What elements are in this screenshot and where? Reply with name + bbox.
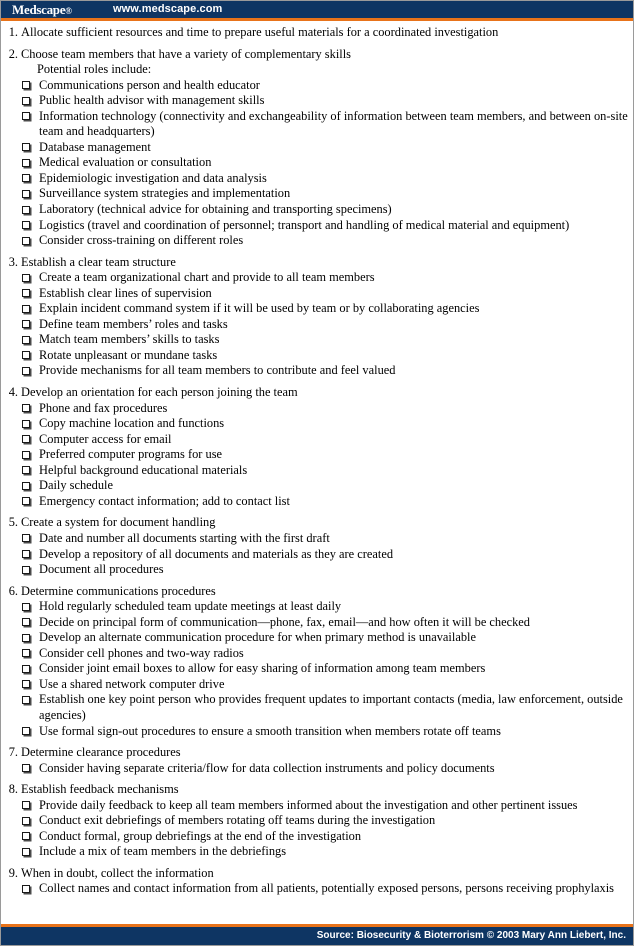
checkbox-icon <box>22 351 30 359</box>
checklist-item <box>21 270 628 286</box>
checkbox-icon <box>22 848 30 856</box>
checkbox-icon <box>22 97 30 105</box>
checkbox-icon <box>22 817 30 825</box>
checkbox-list <box>5 798 628 860</box>
checklist-item-label: Daily schedule <box>39 478 113 493</box>
checklist-step <box>5 385 628 509</box>
checklist-item <box>21 677 628 693</box>
checklist-item-label: Create a team organizational chart and provide to all team members <box>39 270 375 285</box>
checklist-item-label: Surveillance system strategies and implementation <box>39 186 291 201</box>
checklist-step <box>5 515 628 577</box>
checklist-step <box>5 866 628 897</box>
checklist-item-label: Define team members’ roles and tasks <box>39 316 228 331</box>
step-number: 1. <box>8 25 18 39</box>
brand-name: Medscape <box>12 2 66 17</box>
checkbox-icon <box>22 832 30 840</box>
checkbox-icon <box>22 550 30 558</box>
checkbox-icon <box>22 649 30 657</box>
step-heading <box>5 782 628 798</box>
checklist-step <box>5 25 628 41</box>
checklist-item <box>21 531 628 547</box>
checklist-item-label: Conduct formal, group debriefings at the end of the investigation <box>39 828 362 843</box>
step-number: 8. <box>8 782 18 797</box>
checklist-item <box>21 93 628 109</box>
medscape-logo <box>12 2 72 19</box>
checkbox-list <box>5 531 628 578</box>
checkbox-icon <box>22 451 30 459</box>
checkbox-icon <box>22 801 30 809</box>
step-heading <box>5 584 628 600</box>
checklist-item <box>21 140 628 156</box>
checklist-item <box>21 233 628 249</box>
document-body <box>1 21 633 897</box>
checklist-item-label: Establish one key point person who provides frequent updates to important contacts (media, law enforcement, outside agencies) <box>39 692 623 722</box>
checklist-item <box>21 109 628 140</box>
checklist-item-label: Public health advisor with management skills <box>39 93 265 108</box>
checklist-item <box>21 547 628 563</box>
checkbox-icon <box>22 143 30 151</box>
step-title: Develop an orientation for each person joining the team <box>21 385 298 400</box>
checklist-item <box>21 724 628 740</box>
checklist-item-label: Emergency contact information; add to contact list <box>39 493 290 508</box>
step-number: 4. <box>8 385 18 400</box>
checklist-item-label: Provide daily feedback to keep all team members informed about the investigation and other pertinent issues <box>39 797 578 812</box>
checklist-item <box>21 348 628 364</box>
checkbox-icon <box>22 466 30 474</box>
step-heading <box>5 25 628 41</box>
step-number: 5. <box>8 515 18 530</box>
step-title: Choose team members that have a variety of complementary skills <box>21 46 351 61</box>
checklist-item <box>21 332 628 348</box>
step-number: 6. <box>8 583 18 598</box>
checkbox-list <box>5 599 628 739</box>
step-title: Allocate sufficient resources and time to prepare useful materials for a coordinated investigation <box>21 25 499 39</box>
checklist-item-label: Phone and fax procedures <box>39 400 168 415</box>
checklist-step <box>5 782 628 860</box>
checklist-item-label: Consider joint email boxes to allow for easy sharing of information among team members <box>39 661 486 676</box>
checklist-item <box>21 829 628 845</box>
checklist-item <box>21 301 628 317</box>
checklist-item <box>21 416 628 432</box>
step-subtitle: Potential roles include: <box>37 62 152 77</box>
checkbox-icon <box>22 320 30 328</box>
checkbox-icon <box>22 727 30 735</box>
checklist-item <box>21 447 628 463</box>
step-number: 7. <box>8 745 18 760</box>
checkbox-icon <box>22 665 30 673</box>
checklist-item <box>21 692 628 723</box>
checklist-item-label: Preferred computer programs for use <box>39 447 223 462</box>
checklist-item-label: Document all procedures <box>39 562 164 577</box>
step-heading <box>5 255 628 271</box>
checklist-item-label: Provide mechanisms for all team members to contribute and feel valued <box>39 363 396 378</box>
step-title: Determine communications procedures <box>21 583 216 598</box>
checkbox-icon <box>22 435 30 443</box>
checkbox-icon <box>22 534 30 542</box>
checkbox-icon <box>22 566 30 574</box>
checklist-item-label: Logistics (travel and coordination of personnel; transport and handling of medical material and equipment) <box>39 217 570 232</box>
site-url: www.medscape.com <box>113 3 223 15</box>
registered-trademark-icon: ® <box>65 6 72 16</box>
checklist-item <box>21 186 628 202</box>
checklist-item <box>21 463 628 479</box>
site-footer <box>1 924 633 945</box>
checklist-item <box>21 401 628 417</box>
step-title: Establish a clear team structure <box>21 254 176 269</box>
checklist-item-label: Epidemiologic investigation and data analysis <box>39 170 267 185</box>
checkbox-icon <box>22 289 30 297</box>
checklist-item <box>21 813 628 829</box>
checkbox-icon <box>22 634 30 642</box>
checklist-item <box>21 615 628 631</box>
checklist-item <box>21 286 628 302</box>
step-number: 3. <box>8 254 18 269</box>
checklist-item-label: Develop an alternate communication procedure for when primary method is unavailable <box>39 630 476 645</box>
checklist-item-label: Decide on principal form of communication—phone, fax, email—and how often it will be checked <box>39 614 530 629</box>
source-credit: Source: Biosecurity & Bioterrorism © 2003 Mary Ann Liebert, Inc. <box>316 930 626 941</box>
checklist-item <box>21 202 628 218</box>
checklist-item-label: Rotate unpleasant or mundane tasks <box>39 347 218 362</box>
checklist-step <box>5 745 628 776</box>
checklist-item-label: Hold regularly scheduled team update meetings at least daily <box>39 599 342 614</box>
checkbox-icon <box>22 497 30 505</box>
checklist-step <box>5 584 628 739</box>
site-header <box>1 1 633 21</box>
checklist-item-label: Consider having separate criteria/flow for data collection instruments and policy documents <box>39 760 495 775</box>
checklist-item <box>21 478 628 494</box>
checklist-item-label: Collect names and contact information from all patients, potentially exposed persons, persons receiving prophylaxis <box>39 881 614 896</box>
checklist-item-label: Explain incident command system if it will be used by team or by collaborating agencies <box>39 301 480 316</box>
checklist-item-label: Helpful background educational materials <box>39 462 248 477</box>
checklist-item-label: Medical evaluation or consultation <box>39 155 212 170</box>
step-number: 9. <box>8 865 18 880</box>
checklist-item-label: Conduct exit debriefings of members rotating off teams during the investigation <box>39 813 436 828</box>
checklist-item <box>21 630 628 646</box>
checklist-item-label: Computer access for email <box>39 431 172 446</box>
checklist-item-label: Copy machine location and functions <box>39 416 225 431</box>
checkbox-icon <box>22 206 30 214</box>
checkbox-icon <box>22 603 30 611</box>
checklist-item-label: Communications person and health educator <box>39 77 260 92</box>
checkbox-icon <box>22 482 30 490</box>
checklist-item <box>21 218 628 234</box>
checkbox-icon <box>22 420 30 428</box>
checkbox-icon <box>22 305 30 313</box>
checklist-item <box>21 646 628 662</box>
step-title: Establish feedback mechanisms <box>21 782 179 797</box>
step-title: When in doubt, collect the information <box>21 865 214 880</box>
checklist-item-label: Establish clear lines of supervision <box>39 285 212 300</box>
checklist-item <box>21 494 628 510</box>
checklist-item <box>21 881 628 897</box>
step-heading <box>5 385 628 401</box>
checkbox-icon <box>22 618 30 626</box>
checkbox-icon <box>22 680 30 688</box>
checkbox-list <box>5 78 628 249</box>
checkbox-list <box>5 401 628 510</box>
checklist-item-label: Develop a repository of all documents and materials as they are created <box>39 546 394 561</box>
checklist-item-label: Use formal sign-out procedures to ensure a smooth transition when members rotate off teams <box>39 723 501 738</box>
checklist-item-label: Information technology (connectivity and exchangeability of information between team members, and between on-site team and headquarters) <box>39 108 628 139</box>
checklist-item <box>21 155 628 171</box>
step-number: 2. <box>8 46 18 61</box>
checklist-item <box>21 432 628 448</box>
checkbox-icon <box>22 404 30 412</box>
checkbox-icon <box>22 237 30 245</box>
checklist-item-label: Consider cell phones and two-way radios <box>39 645 244 660</box>
checkbox-icon <box>22 885 30 893</box>
checkbox-icon <box>22 274 30 282</box>
checklist <box>5 25 628 897</box>
checkbox-icon <box>22 336 30 344</box>
checklist-item-label: Consider cross-training on different roles <box>39 233 244 248</box>
checkbox-list <box>5 761 628 777</box>
step-title: Create a system for document handling <box>21 515 216 530</box>
checklist-item <box>21 761 628 777</box>
step-heading <box>5 745 628 761</box>
checkbox-icon <box>22 159 30 167</box>
step-title: Determine clearance procedures <box>21 745 181 760</box>
checklist-item-label: Date and number all documents starting with the first draft <box>39 530 330 545</box>
checklist-item <box>21 78 628 94</box>
checkbox-icon <box>22 112 30 120</box>
checklist-item-label: Database management <box>39 139 151 154</box>
checklist-item <box>21 562 628 578</box>
checkbox-icon <box>22 367 30 375</box>
checklist-item <box>21 363 628 379</box>
checklist-item <box>21 171 628 187</box>
checklist-step <box>5 47 628 249</box>
checkbox-icon <box>22 81 30 89</box>
checkbox-icon <box>22 174 30 182</box>
checkbox-icon <box>22 696 30 704</box>
step-heading <box>5 47 628 78</box>
checklist-item <box>21 798 628 814</box>
step-heading <box>5 515 628 531</box>
checkbox-icon <box>22 190 30 198</box>
checkbox-icon <box>22 221 30 229</box>
checklist-item-label: Include a mix of team members in the debriefings <box>39 844 287 859</box>
checklist-item <box>21 317 628 333</box>
checkbox-list <box>5 270 628 379</box>
checklist-item <box>21 661 628 677</box>
checklist-item-label: Use a shared network computer drive <box>39 676 225 691</box>
step-heading <box>5 866 628 882</box>
checklist-item <box>21 844 628 860</box>
checkbox-icon <box>22 764 30 772</box>
checklist-item <box>21 599 628 615</box>
checklist-item-label: Match team members’ skills to tasks <box>39 332 220 347</box>
checklist-item-label: Laboratory (technical advice for obtaining and transporting specimens) <box>39 202 392 217</box>
checklist-step <box>5 255 628 379</box>
checkbox-list <box>5 881 628 897</box>
